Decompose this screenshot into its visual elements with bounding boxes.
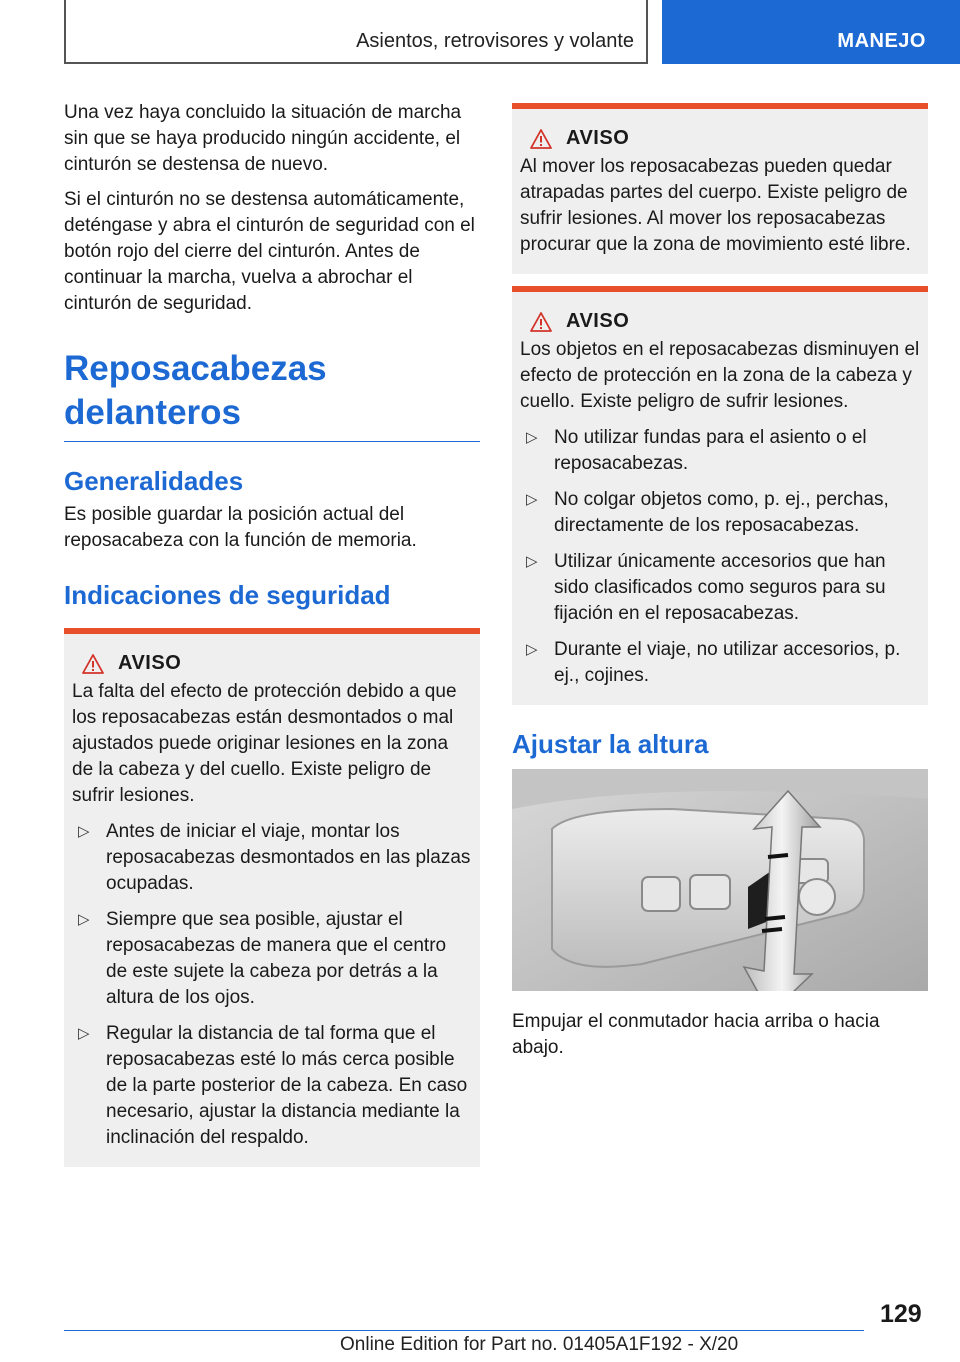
list-item: ▷ Siempre que sea posible, ajustar el reposacabezas de manera que el centro de este sujete la cabeza por detrás a la altura de los ojos. [78, 909, 447, 1008]
triangle-bullet-icon: ▷ [526, 641, 538, 658]
image-caption: Empujar el conmutador hacia arriba o hacia abajo. [512, 1011, 880, 1058]
list-item: ▷ Utilizar únicamente accesorios que han sido clasificados como seguros para su fijación en el reposacabezas. [526, 551, 886, 624]
warning-box-2 [512, 103, 928, 274]
heading-headrests: Reposacabezas delanteros [64, 347, 480, 442]
left-column [64, 100, 480, 1167]
warning-title-1: AVISO [118, 652, 182, 674]
triangle-bullet-icon: ▷ [78, 823, 90, 840]
footer-divider [64, 1330, 864, 1331]
warning-text-1: La falta del efecto de protección debido a que los reposacabezas están desmontados o mal ajustados puede originar lesiones en la zona de la cabeza y del cuello. Existe peligro de sufrir lesiones. [72, 681, 457, 806]
list-item: ▷ Antes de iniciar el viaje, montar los reposacabezas desmontados en las plazas ocupadas. [78, 821, 471, 894]
warning-text-2: Al mover los reposacabezas pueden quedar atrapadas partes del cuerpo. Existe peligro de sufrir lesiones. Al mover los reposacabezas procurar que la zona de movimiento esté libre. [520, 156, 911, 255]
list-item: ▷ No utilizar fundas para el asiento o el reposacabezas. [526, 427, 867, 474]
list-item: ▷ No colgar objetos como, p. ej., perchas, directamente de los reposacabezas. [526, 489, 889, 536]
warning-triangle-icon [530, 129, 552, 149]
heading-safety: Indicaciones de seguridad [64, 580, 391, 610]
section-tab[interactable] [662, 0, 960, 64]
triangle-bullet-icon: ▷ [526, 553, 538, 570]
footer-edition: Online Edition for Part no. 01405A1F192 - X/20 [340, 1334, 739, 1355]
section-label: MANEJO [837, 30, 926, 52]
intro-paragraph-1: Una vez haya concluido la situación de marcha sin que se haya producido ningún accidente, el cinturón se destensa de nuevo. [64, 102, 462, 175]
chapter-title: Asientos, retrovisores y volante [356, 30, 634, 52]
intro-paragraph-2: Si el cinturón no se destensa automáticamente, deténgase y abra el cinturón de seguridad con el botón rojo del cierre del cinturón. Antes de continuar la marcha, vuelva a abrochar el cinturón de seguridad. [64, 189, 475, 314]
warning-box-3 [512, 286, 928, 705]
list-item: ▷ Regular la distancia de tal forma que el reposacabezas esté lo más cerca posible de la parte posterior de la cabeza. En caso necesario, ajustar la distancia mediante la inclinación del respaldo. [78, 1023, 468, 1148]
warning-list-3 [520, 425, 920, 689]
warning-box-1 [64, 628, 480, 1167]
page-number: 129 [880, 1300, 922, 1328]
triangle-bullet-icon: ▷ [78, 911, 90, 928]
warning-text-3: Los objetos en el reposacabezas disminuyen el efecto de protección en la zona de la cabeza y cuello. Existe peligro de sufrir lesiones. [520, 339, 920, 412]
warning-triangle-icon [530, 312, 552, 332]
warning-triangle-icon [82, 654, 104, 674]
triangle-bullet-icon: ▷ [526, 491, 538, 508]
header-chapter-box [64, 0, 648, 64]
triangle-bullet-icon: ▷ [78, 1025, 90, 1042]
warning-list-1 [72, 819, 472, 1151]
list-item: ▷ Durante el viaje, no utilizar accesorios, p. ej., cojines. [526, 639, 901, 686]
general-text: Es posible guardar la posición actual del reposacabeza con la función de memoria. [64, 504, 417, 551]
right-column [512, 103, 928, 1061]
seat-switch-illustration [512, 769, 928, 991]
triangle-bullet-icon: ▷ [526, 429, 538, 446]
heading-height: Ajustar la altura [512, 729, 709, 759]
warning-title-3: AVISO [566, 310, 630, 332]
warning-title-2: AVISO [566, 127, 630, 149]
heading-general: Generalidades [64, 466, 244, 496]
